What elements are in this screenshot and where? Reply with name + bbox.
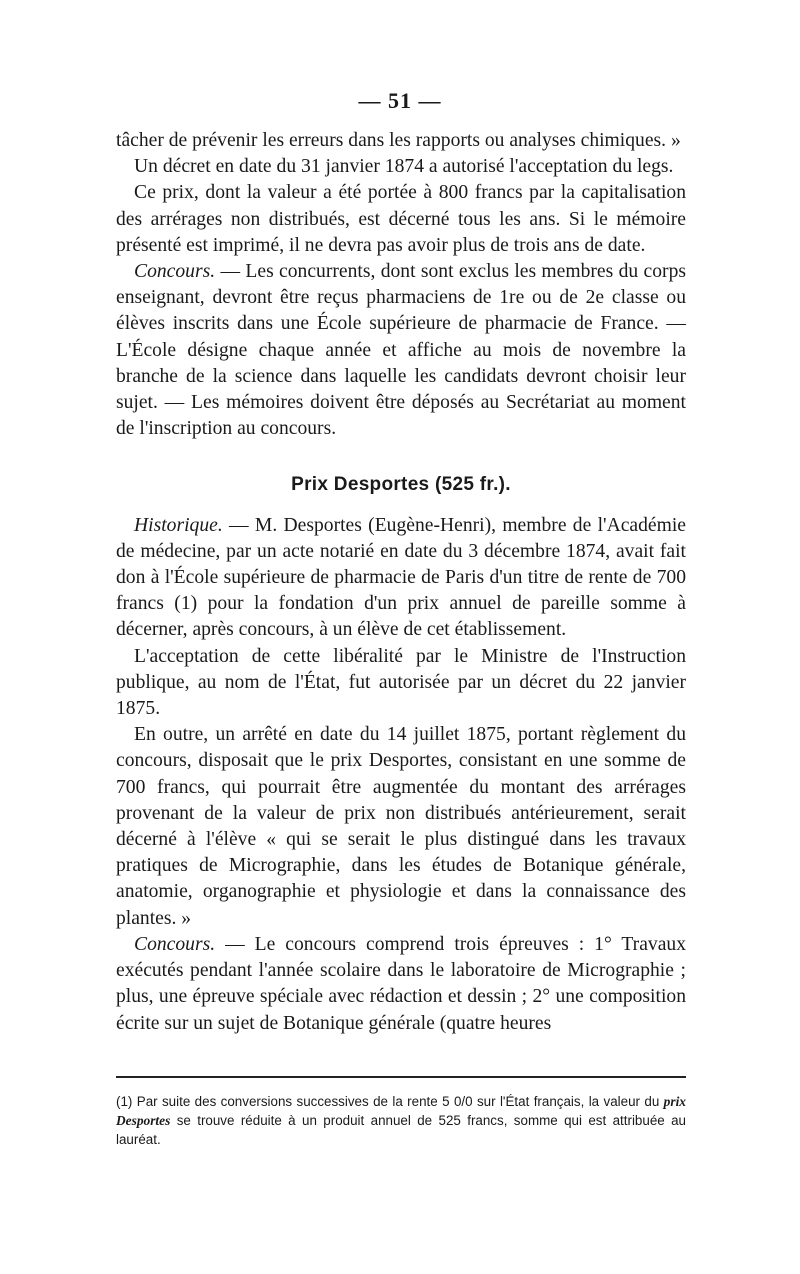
paragraph-historique	[116, 513, 686, 644]
body-text	[116, 128, 686, 1037]
historique-text: — M. Desportes (Eugène-Henri), membre de l'Académie de médecine, par un acte notarié en date du 3 décembre 1874, avait fait don à l'École supérieure de pharmacie de Paris d'un titre de rente de 700 francs (1) pour la fondation d'un prix annuel de pareille somme à décerner, après concours, à un élève de cet établissement.	[116, 514, 686, 641]
section-title: Prix Desportes (525 fr.).	[291, 474, 511, 496]
page-number: — 51 —	[358, 88, 442, 113]
paragraph: tâcher de prévenir les erreurs dans les rapports ou analyses chimiques. »	[116, 130, 681, 151]
concours-text: — Les concurrents, dont sont exclus les membres du corps enseignant, devront être reçus pharmaciens de 1re ou de 2e classe ou élèves inscrits dans une École supérieure de pharmacie de France. — L'École désigne chaque année et affiche au mois de novembre la branche de la science dans laquelle les candidats devront choisir leur sujet. — Les mémoires doivent être déposés au Secrétariat au moment de l'inscription au concours.	[116, 261, 686, 440]
footnote-text-before: (1) Par suite des conversions successives de la rente 5 0/0 sur l'État français, la valeur du	[116, 1094, 664, 1109]
paragraph: L'acceptation de cette libéralité par le Ministre de l'Instruction publique, au nom de l'État, fut autorisée par un décret du 22 janvier 1875.	[116, 645, 686, 720]
concours-label: Concours.	[134, 261, 216, 283]
paragraph: En outre, un arrêté en date du 14 juillet 1875, portant règlement du concours, disposait que le prix Desportes, consistant en une somme de 700 francs, qui pourrait être augmentée du montant des arrérages provenant de la valeur de prix non distribués antérieurement, serait décerné à l'élève « qui se serait le plus distingué dans les travaux pratiques de Micrographie, dans les études de Botanique générale, anatomie, organographie et physiologie et dans la connaissance des plantes. »	[116, 724, 686, 929]
historique-label: Historique.	[134, 514, 223, 536]
paragraph-concours	[116, 932, 686, 1037]
concours-label: Concours.	[134, 933, 216, 955]
paragraph-concours	[116, 259, 686, 442]
footnote-text-after: se trouve réduite à un produit annuel de 525 francs, somme qui est attribuée au lauréat.	[116, 1113, 686, 1147]
paragraph: Ce prix, dont la valeur a été portée à 800 francs par la capitalisation des arrérages non distribués, est décerné tous les ans. Si le mémoire présenté est imprimé, il ne devra pas avoir plus de trois ans de date.	[116, 182, 686, 256]
footnote-rule	[116, 1076, 686, 1078]
paragraph: Un décret en date du 31 janvier 1874 a autorisé l'acceptation du legs.	[134, 156, 674, 178]
concours-text: — Le concours comprend trois épreuves : 1° Travaux exécutés pendant l'année scolaire dans le laboratoire de Micrographie ; plus, une épreuve spéciale avec rédaction et dessin ; 2° une composition écrite sur un sujet de Botanique générale (quatre heures	[116, 933, 686, 1034]
footnote-emphasis: prix Desportes	[116, 1094, 686, 1128]
footnote	[116, 1092, 686, 1149]
